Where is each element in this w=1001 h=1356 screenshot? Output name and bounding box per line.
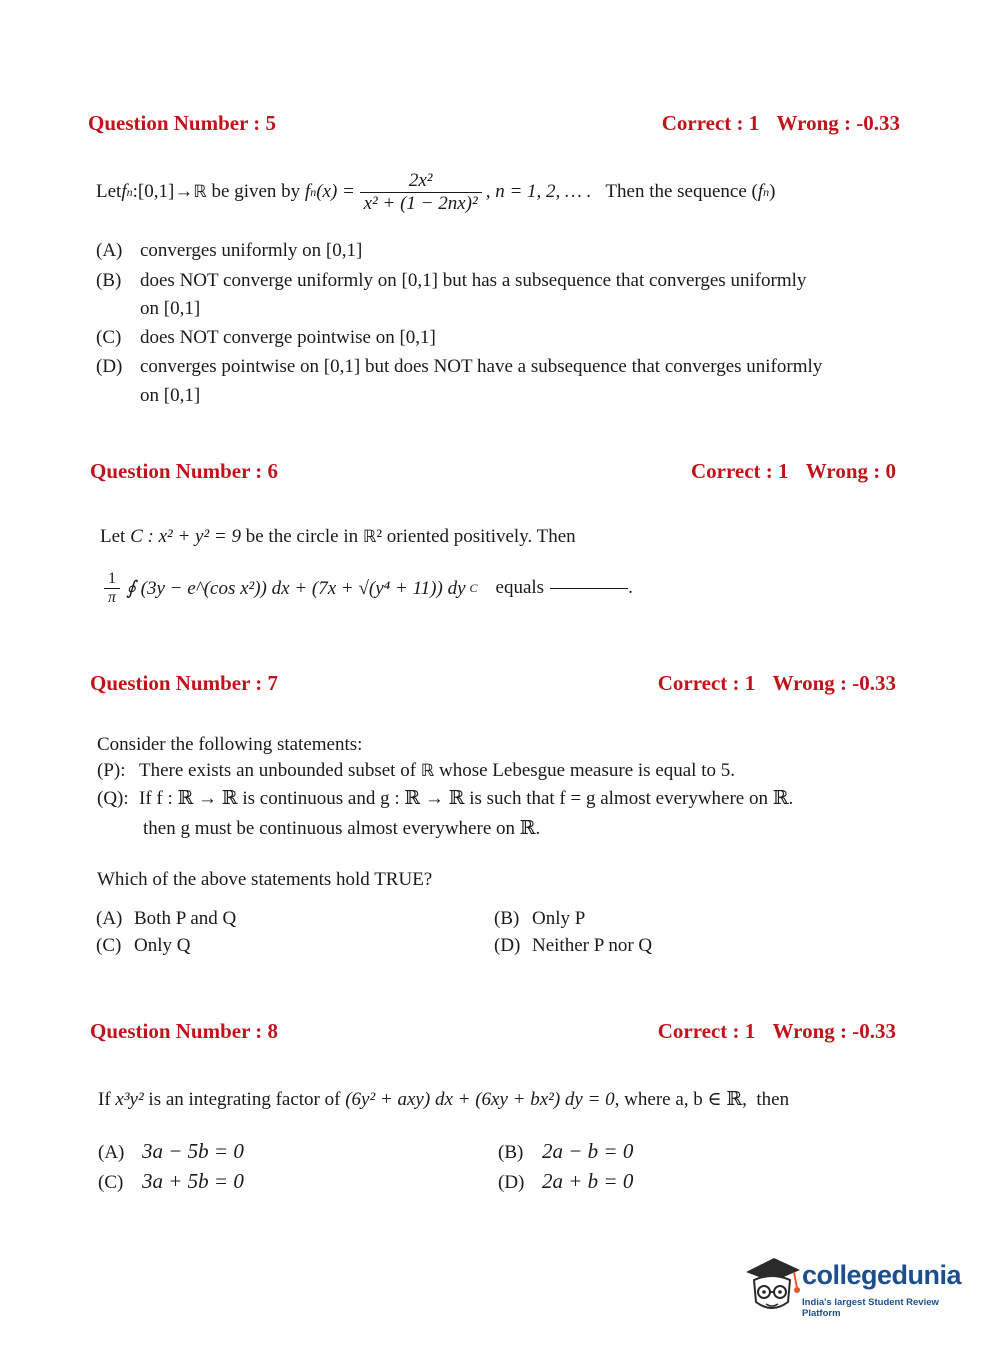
- q5-option-d-text: converges pointwise on [0,1] but does NOT have a subsequence that converges uniformly: [140, 356, 823, 377]
- mascot-icon: [742, 1250, 802, 1320]
- q7-p-text-b: whose Lebesgue measure is equal to 5.: [434, 760, 735, 781]
- q5-option-b-cont: on [0,1]: [140, 298, 201, 319]
- q5-domain: :[0,1]→: [132, 181, 194, 202]
- q5-fraction: [360, 170, 482, 215]
- q5-n-range: , n = 1, 2, … .: [485, 181, 592, 202]
- question-6-line1: [100, 526, 576, 548]
- q8-factor: x³y²: [115, 1089, 144, 1110]
- question-6-marks: [679, 459, 896, 484]
- q6-let: Let: [100, 526, 131, 547]
- q8-option-a-label: (A): [98, 1142, 125, 1163]
- q5-option-b-label: (B): [96, 270, 122, 291]
- question-5-header: [88, 108, 900, 138]
- q5-option-a-label: (A): [96, 240, 123, 261]
- question-8-header: [90, 1016, 896, 1046]
- q5-numerator: 2x²: [360, 170, 482, 193]
- q5-option-d[interactable]: [96, 356, 822, 378]
- q7-p-reals: ℝ: [420, 761, 435, 781]
- q5-option-c-label: (C): [96, 327, 122, 348]
- q5-option-d-cont: on [0,1]: [140, 385, 201, 406]
- q7-option-d-label: (D): [494, 935, 521, 956]
- q6-answer-blank[interactable]: [550, 588, 628, 589]
- question-8-marks: [646, 1019, 896, 1044]
- q7-option-b[interactable]: [494, 908, 585, 930]
- q5-denominator: x² + (1 − 2nx)²: [363, 192, 478, 214]
- q6-reals: ℝ: [362, 527, 377, 547]
- q7-q-label: (Q):: [97, 788, 129, 809]
- question-5-title: Question Number : 5: [88, 110, 277, 135]
- q8-option-b-label: (B): [498, 1142, 524, 1163]
- question-6-correct: Correct : 1: [690, 458, 789, 483]
- q5-option-d-label: (D): [96, 356, 123, 377]
- q8-option-b[interactable]: [498, 1139, 633, 1164]
- q8-is-integrating: is an integrating factor of: [143, 1089, 346, 1110]
- q7-option-a-text: Both P and Q: [134, 908, 237, 929]
- q6-integral-expr: ∮ (3y − e^(cos x²)) dx + (7x + √(y⁴ + 11)) dy: [126, 577, 466, 599]
- q7-option-c[interactable]: [96, 935, 190, 957]
- q7-option-b-text: Only P: [532, 908, 586, 929]
- q8-option-a[interactable]: [98, 1139, 244, 1164]
- q6-frac-num: 1: [104, 570, 120, 589]
- question-8-stem: [98, 1088, 789, 1111]
- question-8-correct: Correct : 1: [657, 1018, 756, 1043]
- q5-sub-n: n: [126, 184, 133, 199]
- q7-statement-p: [97, 760, 735, 782]
- q5-sub-n3: n: [763, 184, 770, 199]
- collegedunia-logo[interactable]: [742, 1250, 972, 1320]
- question-6-integral: [104, 560, 633, 616]
- question-7-header: [90, 668, 896, 698]
- q7-option-c-text: Only Q: [134, 935, 191, 956]
- question-5-marks: [650, 111, 900, 136]
- q7-option-b-label: (B): [494, 908, 520, 929]
- q5-f2: f: [304, 181, 311, 202]
- q7-option-a[interactable]: [96, 908, 236, 930]
- q8-equation: (6y² + axy) dx + (6xy + bx²) dy = 0: [345, 1089, 615, 1110]
- q7-intro: Consider the following statements:: [97, 734, 363, 755]
- q7-p-label: (P):: [97, 760, 126, 781]
- q5-reals: ℝ: [193, 182, 207, 202]
- q6-equals: equals: [495, 577, 545, 598]
- question-6-title: Question Number : 6: [90, 458, 279, 483]
- q5-option-b[interactable]: [96, 270, 806, 292]
- q7-p-text-a: There exists an unbounded subset of: [139, 760, 421, 781]
- q5-let: Let: [96, 181, 122, 202]
- q6-circle-in: be the circle in: [240, 526, 363, 547]
- q5-f3: f: [757, 181, 764, 202]
- logo-tagline: India's largest Student Review Platform: [802, 1297, 939, 1319]
- q6-frac-den: π: [108, 588, 117, 606]
- question-6-wrong: Wrong : 0: [805, 458, 896, 483]
- q7-statement-q: [97, 787, 793, 810]
- q6-oriented: ² oriented positively. Then: [376, 526, 576, 547]
- q6-contour: C: [469, 580, 478, 595]
- q5-option-c-text: does NOT converge pointwise on [0,1]: [140, 327, 436, 348]
- q8-option-d[interactable]: [498, 1169, 633, 1194]
- q8-option-c-text: 3a + 5b = 0: [142, 1169, 244, 1193]
- q5-option-a-text: converges uniformly on [0,1]: [140, 240, 363, 261]
- q8-option-c-label: (C): [98, 1172, 124, 1193]
- q7-option-a-label: (A): [96, 908, 123, 929]
- q5-option-a[interactable]: [96, 240, 362, 262]
- q7-q-cont: then g must be continuous almost everywhere on ℝ.: [143, 818, 541, 839]
- q7-option-d[interactable]: [494, 935, 652, 957]
- question-5-stem: [96, 162, 775, 222]
- q7-ask: Which of the above statements hold TRUE?: [97, 869, 433, 890]
- q8-option-d-label: (D): [498, 1172, 525, 1193]
- q6-period: .: [628, 577, 633, 598]
- q5-then: Then the sequence (: [605, 181, 758, 202]
- question-8-title: Question Number : 8: [90, 1018, 279, 1043]
- question-7-wrong: Wrong : -0.33: [772, 670, 896, 695]
- q6-fraction: [104, 570, 120, 607]
- q5-option-c[interactable]: [96, 327, 436, 349]
- q5-f: f: [121, 181, 127, 202]
- q6-circle-eq: C : x² + y² = 9: [130, 526, 241, 547]
- q7-option-d-text: Neither P nor Q: [532, 935, 653, 956]
- question-7-title: Question Number : 7: [90, 670, 279, 695]
- q7-option-c-label: (C): [96, 935, 122, 956]
- q8-if: If: [98, 1089, 116, 1110]
- question-5-correct: Correct : 1: [661, 110, 760, 135]
- q8-option-d-text: 2a + b = 0: [542, 1169, 634, 1193]
- q5-given-by: be given by: [206, 181, 305, 202]
- question-6-header: [90, 456, 896, 486]
- q5-close: ): [769, 181, 776, 202]
- q7-q-text: If f : ℝ → ℝ is continuous and g : ℝ → ℝ is such that f = g almost everywhere on ℝ.: [139, 788, 794, 809]
- q8-option-b-text: 2a − b = 0: [542, 1139, 634, 1163]
- q5-sub-n2: n: [310, 184, 317, 199]
- logo-brand: collegedunia: [802, 1260, 962, 1290]
- question-7-correct: Correct : 1: [657, 670, 756, 695]
- q5-option-b-text: does NOT converge uniformly on [0,1] but has a subsequence that converges uniformly: [140, 270, 807, 291]
- q5-fnx: (x) =: [316, 181, 360, 202]
- question-7-marks: [646, 671, 896, 696]
- q8-option-a-text: 3a − 5b = 0: [142, 1139, 244, 1163]
- question-5-wrong: Wrong : -0.33: [776, 110, 900, 135]
- q8-option-c[interactable]: [98, 1169, 244, 1194]
- q8-where: , where a, b ∈ ℝ, then: [614, 1089, 790, 1110]
- question-8-wrong: Wrong : -0.33: [772, 1018, 896, 1043]
